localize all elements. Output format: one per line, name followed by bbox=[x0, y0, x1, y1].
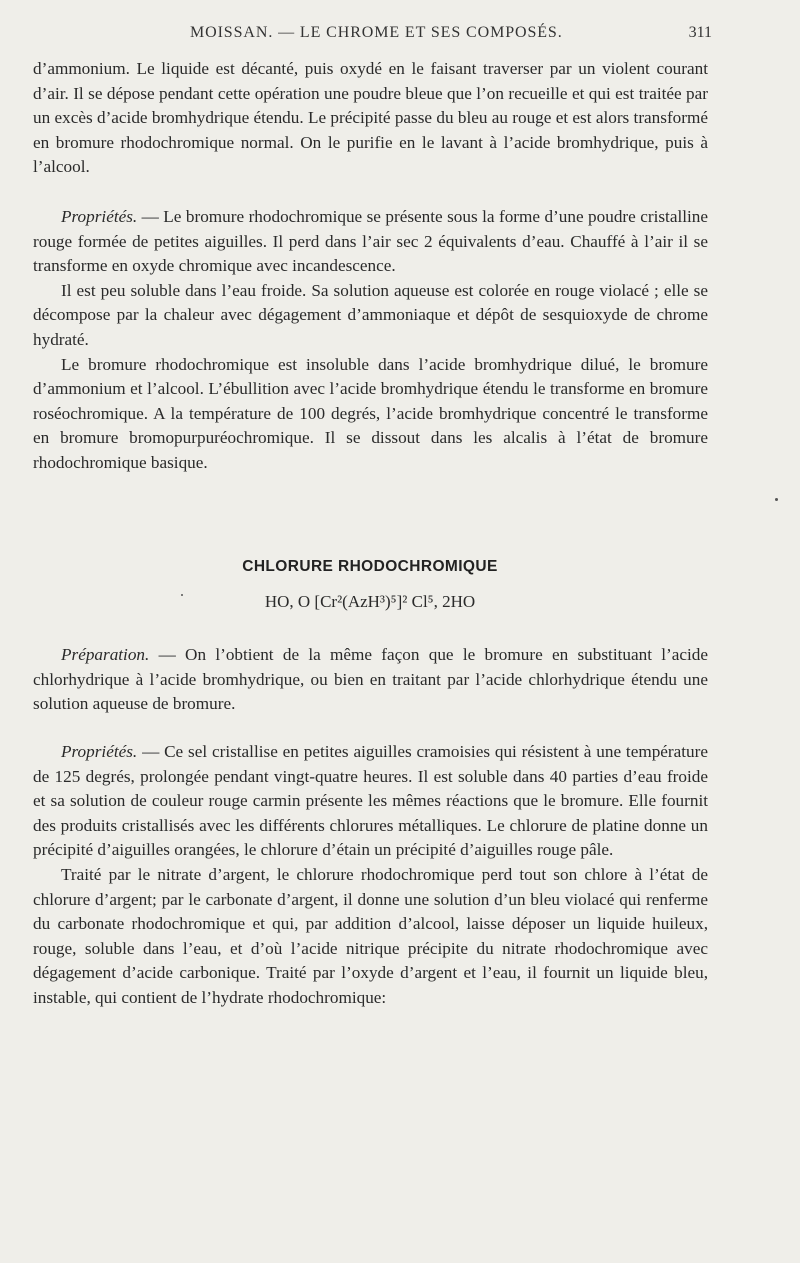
paragraph-text: — Le bromure rhodochromique se présente sous la forme d’une poudre cristalline rouge formée de petites aiguilles. Il perd dans l’air sec 2 équivalents d’eau. Chauffé à l’air il se transforme en oxyde chromique avec incandescence. bbox=[33, 207, 708, 276]
paragraph-chlorure-argent: Traité par le nitrate d’argent, le chlorure rhodochromique perd tout son chlore à l’état de chlorure d’argent; par le carbonate d’argent, il donne une solution d’un bleu violacé qui renferme du carbonate rhodochromique et qui, par addition d’alcool, laisse déposer un liquide huileux, rouge, soluble dans l’eau, et d’où l’acide nitrique précipite du nitrate rhodochromique avec dégagement d’acide carbonique. Traité par l’oxyde d’argent et l’eau, il fournit un liquide bleu, instable, qui contient de l’hydrate rhodochromique: bbox=[33, 864, 708, 1007]
page-number: 311 bbox=[688, 24, 712, 41]
paragraph-text: — Ce sel cristallise en petites aiguilles cramoisies qui résistent à une température de 125 degrés, prolongée pendant vingt-quatre heures. Il est soluble dans 40 parties d’eau froide et sa solution de couleur rouge carmin présente les mêmes réactions que le bromure. Elle fournit des produits cristallisés avec les différents chlorures métalliques. Le chlorure de platine donne un précipité d’aiguilles orangées, le chlorure d’étain un précipité d’aiguilles rouge pâle. bbox=[33, 742, 708, 860]
paragraph-bromure-insoluble: Le bromure rhodochromique est insoluble dans l’acide bromhydrique dilué, le bromure d’ammonium et l’alcool. L’ébullition avec l’acide bromhydrique étendu le transforme en bromure roséochromique. A la température de 100 degrés, l’acide bromhydrique concentré le transforme en bromure bromopurpuréochromique. Il se dissout dans les alcalis à l’état de bromure rhodochromique basique. bbox=[33, 354, 708, 472]
running-head bbox=[0, 24, 800, 48]
paragraph-text: — On l’obtient de la même façon que le bromure en substituant l’acide chlorhydrique à l’acide bromhydrique, ou bien en traitant par l’acide chlorhydrique étendu une solution aqueuse de bromure. bbox=[33, 645, 708, 714]
running-title: MOISSAN. — LE CHROME ET SES COMPOSÉS. bbox=[190, 24, 563, 41]
paragraph-bromure-solubilite: Il est peu soluble dans l’eau froide. Sa solution aqueuse est colorée en rouge violacé ; elle se décompose par la chaleur avec dégagement d’ammoniaque et dépôt de sesquioxyde de chrome hydraté. bbox=[33, 280, 708, 349]
paragraph-bromure-proprietes bbox=[33, 205, 708, 279]
paragraph-continuation: d’ammonium. Le liquide est décanté, puis oxydé en le faisant traverser par un violent courant d’air. Il se dépose pendant cette opération une poudre bleue que l’on recueille et qui est traitée par un excès d’acide bromhydrique étendu. Le précipité passe du bleu au rouge et est alors transformé en bromure rhodochromique normal. On le purifie en le lavant à l’acide bromhydrique, puis à l’alcool. bbox=[33, 59, 708, 177]
print-speck bbox=[775, 498, 778, 501]
chlorure-text-block bbox=[33, 740, 708, 1011]
paragraph-chlorure-preparation bbox=[33, 643, 708, 717]
section-heading: CHLORURE RHODOCHROMIQUE bbox=[242, 558, 498, 575]
bromure-text-block bbox=[33, 205, 708, 476]
chlorure-preparation-block bbox=[33, 643, 708, 717]
top-text-block bbox=[33, 57, 708, 180]
print-speck bbox=[181, 594, 183, 596]
paragraph-chlorure-proprietes bbox=[33, 740, 708, 863]
lead-preparation: Préparation. bbox=[61, 645, 150, 664]
lead-proprietes: Propriétés. bbox=[61, 207, 138, 226]
chemical-formula: HO, O [Cr²(AzH³)⁵]² Cl⁵, 2HO bbox=[264, 592, 476, 611]
lead-proprietes: Propriétés. bbox=[61, 742, 138, 761]
